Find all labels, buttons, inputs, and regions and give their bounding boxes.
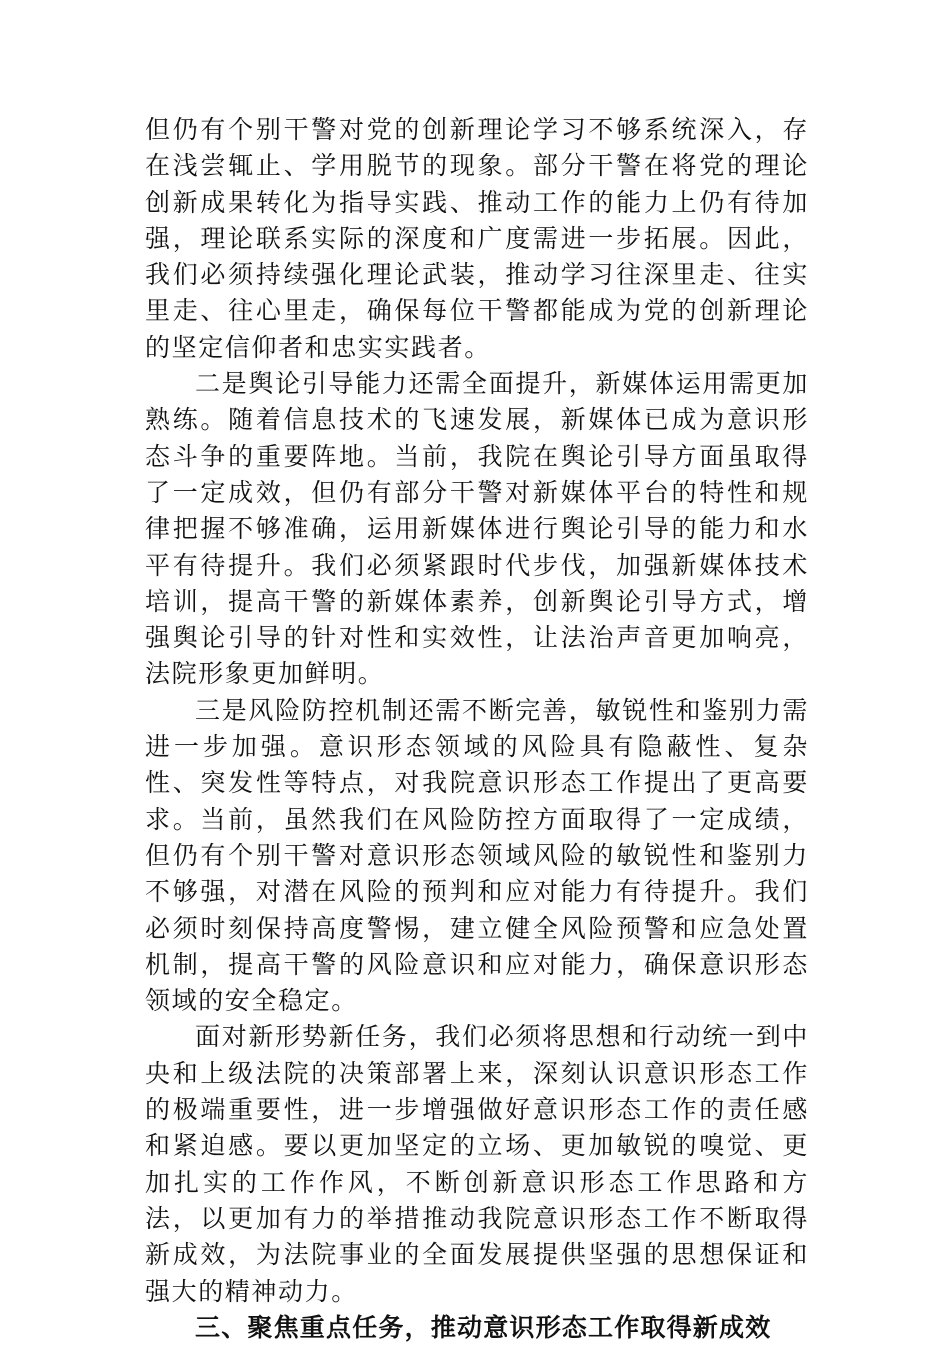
document-page xyxy=(145,112,809,1346)
section-heading: 三、聚焦重点任务，推动意识形态工作取得新成效 xyxy=(195,1312,772,1342)
paragraph-risk-control: 三是风险防控机制还需不断完善，敏锐性和鉴别力需进一步加强。意识形态领域的风险具有隐蔽性、复杂性、突发性等特点，对我院意识形态工作提出了更高要求。当前，虽然我们在风险防控方面取得了一定成绩，但仍有个别干警对意识形态领域风险的敏锐性和鉴别力不够强，对潜在风险的预判和应对能力有待提升。我们必须时刻保持高度警惕，建立健全风险预警和应急处置机制，提高干警的风险意识和应对能力，确保意识形态领域的安全稳定。 xyxy=(145,695,809,1016)
paragraph-new-tasks: 面对新形势新任务，我们必须将思想和行动统一到中央和上级法院的决策部署上来，深刻认识意识形态工作的极端重要性，进一步增强做好意识形态工作的责任感和紧迫感。要以更加坚定的立场、更加敏锐的嗅觉、更加扎实的工作作风，不断创新意识形态工作思路和方法，以更加有力的举措推动我院意识形态工作不断取得新成效，为法院事业的全面发展提供坚强的思想保证和强大的精神动力。 xyxy=(145,1022,809,1306)
paragraph-public-opinion: 二是舆论引导能力还需全面提升，新媒体运用需更加熟练。随着信息技术的飞速发展，新媒体已成为意识形态斗争的重要阵地。当前，我院在舆论引导方面虽取得了一定成效，但仍有部分干警对新媒体平台的特性和规律把握不够准确，运用新媒体进行舆论引导的能力和水平有待提升。我们必须紧跟时代步伐，加强新媒体技术培训，提高干警的新媒体素养，创新舆论引导方式，增强舆论引导的针对性和实效性，让法治声音更加响亮，法院形象更加鲜明。 xyxy=(145,369,809,689)
paragraph-continuation: 但仍有个别干警对党的创新理论学习不够系统深入，存在浅尝辄止、学用脱节的现象。部分干警在将党的理论创新成果转化为指导实践、推动工作的能力上仍有待加强，理论联系实际的深度和广度需进一步拓展。因此，我们必须持续强化理论武装，推动学习往深里走、往实里走、往心里走，确保每位干警都能成为党的创新理论的坚定信仰者和忠实实践者。 xyxy=(145,115,809,362)
